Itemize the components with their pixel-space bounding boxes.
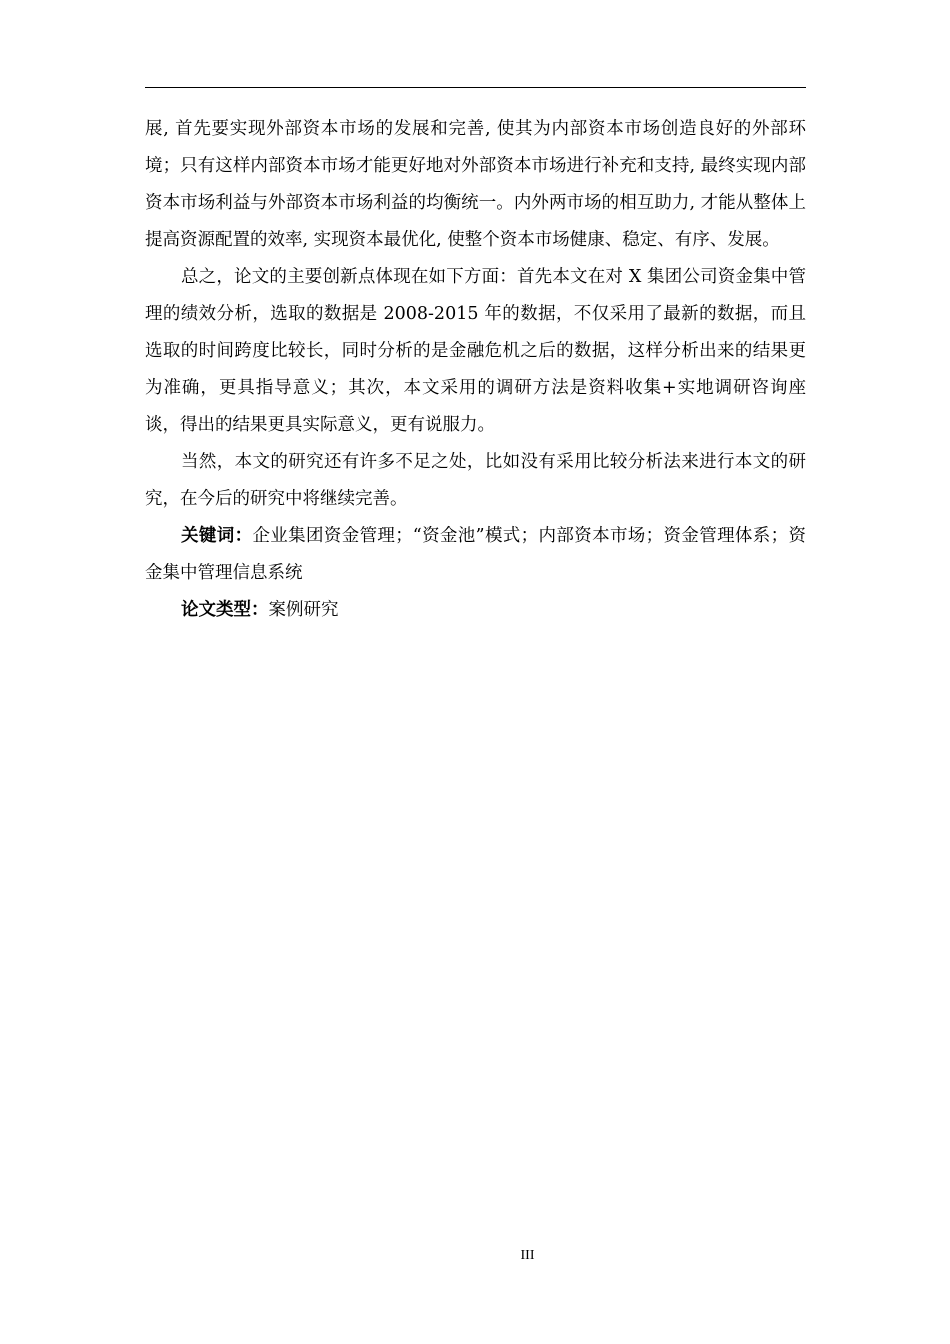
thesis-type-line: [145, 592, 806, 629]
thesis-type-label: 论文类型：: [181, 600, 269, 620]
paragraph-innovations: 总之，论文的主要创新点体现在如下方面：首先本文在对 X 集团公司资金集中管理的绩效分析，选取的数据是 2008-2015 年的数据，不仅采用了最新的数据，而且选取的时间跨度比较长，同时分析的是金融危机之后的数据，这样分析出来的结果更为准确，更具指导意义；其次，本文采用的调研方法是资料收集+实地调研咨询座谈，得出的结果更具实际意义，更有说服力。: [145, 267, 806, 435]
keywords-line: [145, 518, 806, 592]
thesis-type-text: 案例研究: [268, 600, 339, 620]
keywords-text: 企业集团资金管理；“资金池”模式；内部资本市场；资金管理体系；资金集中管理信息系统: [145, 526, 806, 583]
paragraph-continuation: 展, 首先要实现外部资本市场的发展和完善, 使其为内部资本市场创造良好的外部环境；只有这样内部资本市场才能更好地对外部资本市场进行补充和支持, 最终实现内部资本市场利益与外部资本市场利益的均衡统一。内外两市场的相互助力, 才能从整体上提高资源配置的效率, 实现资本最优化, 使整个资本市场健康、稳定、有序、发展。: [145, 119, 806, 250]
document-body: [145, 111, 806, 629]
paragraph-limitations: 当然，本文的研究还有许多不足之处，比如没有采用比较分析法来进行本文的研究，在今后的研究中将继续完善。: [145, 452, 806, 509]
page-number: III: [520, 1248, 535, 1263]
keywords-label: 关键词：: [181, 526, 253, 546]
header-rule: [145, 87, 806, 88]
